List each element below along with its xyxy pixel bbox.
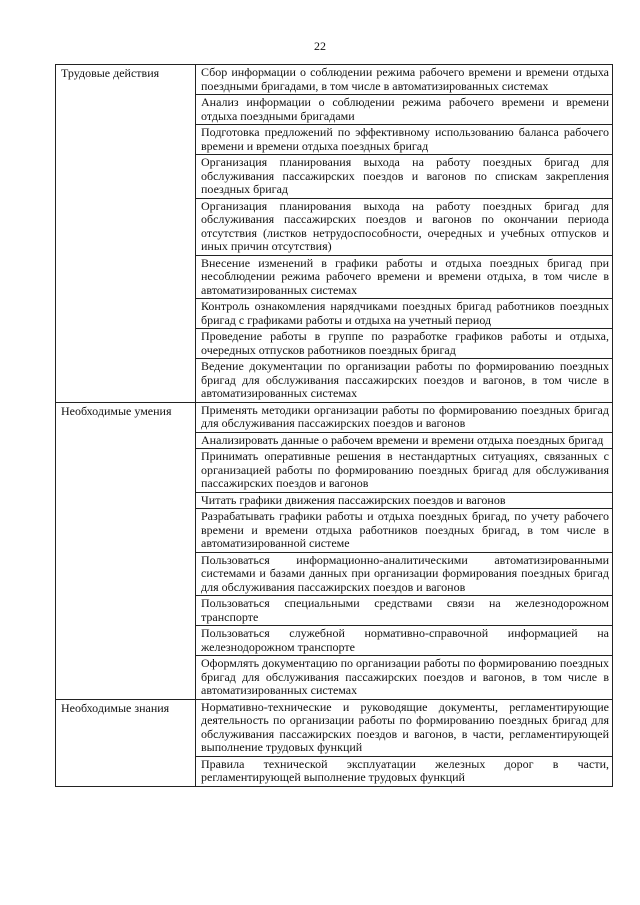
table-cell-item: Организация планирования выхода на работу поездных бригад для обслуживания пассажирских поездов и вагонов по спискам закрепления поездных бригад: [196, 155, 613, 199]
table-cell-item: Внесение изменений в графики работы и отдыха поездных бригад при несоблюдении режима рабочего времени и времени отдыха, в том числе в автоматизированных системах: [196, 255, 613, 299]
table-cell-item: Контроль ознакомления нарядчиками поездных бригад работников поездных бригад с графиками работы и отдыха на учетный период: [196, 299, 613, 329]
table-cell-item: Читать графики движения пассажирских поездов и вагонов: [196, 492, 613, 509]
table-cell-item: Принимать оперативные решения в нестандартных ситуациях, связанных с организацией работы по формированию поездных бригад для обслуживания пассажирских поездов и вагонов: [196, 449, 613, 493]
qualification-table-body: [56, 65, 613, 787]
table-cell-item: Разрабатывать графики работы и отдыха поездных бригад, по учету рабочего времени и времени отдыха работников поездных бригад, в том числе в автоматизированной системе: [196, 509, 613, 553]
table-cell-item: Анализировать данные о рабочем времени и времени отдыха поездных бригад: [196, 432, 613, 449]
qualification-table: [55, 64, 613, 787]
table-cell-item: Проведение работы в группе по разработке графиков работы и отдыха, очередных отпусков работников поездных бригад: [196, 329, 613, 359]
table-row: [56, 65, 613, 95]
table-row: [56, 402, 613, 432]
table-cell-item: Подготовка предложений по эффективному использованию баланса рабочего времени и времени отдыха поездных бригад: [196, 125, 613, 155]
section-label: Трудовые действия: [56, 65, 196, 403]
table-cell-item: Пользоваться информационно-аналитическими автоматизированными системами и базами данных при организации формирования поездных бригад для обслуживания пассажирских поездов и вагонов: [196, 552, 613, 596]
table-cell-item: Организация планирования выхода на работу поездных бригад для обслуживания пассажирских поездов и вагонов по окончании периода отсутствия (листков нетрудоспособности, очередных и учебных отпусков и иных причин отсутствия): [196, 198, 613, 255]
section-label: Необходимые знания: [56, 699, 196, 786]
table-cell-item: Правила технической эксплуатации железных дорог в части, регламентирующей выполнение трудовых функций: [196, 756, 613, 786]
table-cell-item: Сбор информации о соблюдении режима рабочего времени и времени отдыха поездными бригадами, в том числе в автоматизированных системах: [196, 65, 613, 95]
table-cell-item: Нормативно-технические и руководящие документы, регламентирующие деятельность по организации работы по формированию поездных бригад для обслуживания пассажирских поездов и вагонов, в части, регламентирующей выполнение трудовых функций: [196, 699, 613, 756]
table-cell-item: Применять методики организации работы по формированию поездных бригад для обслуживания пассажирских поездов и вагонов: [196, 402, 613, 432]
table-row: [56, 699, 613, 756]
table-cell-item: Анализ информации о соблюдении режима рабочего времени и времени отдыха поездными бригадами: [196, 95, 613, 125]
table-cell-item: Пользоваться специальными средствами связи на железнодорожном транспорте: [196, 596, 613, 626]
table-cell-item: Пользоваться служебной нормативно-справочной информацией на железнодорожном транспорте: [196, 626, 613, 656]
table-cell-item: Ведение документации по организации работы по формированию поездных бригад для обслуживания пассажирских поездов и вагонов, в том числе в автоматизированных системах: [196, 359, 613, 403]
table-cell-item: Оформлять документацию по организации работы по формированию поездных бригад для обслуживания пассажирских поездов и вагонов, в том числе в автоматизированных системах: [196, 656, 613, 700]
page-number: 22: [314, 39, 326, 53]
section-label: Необходимые умения: [56, 402, 196, 699]
